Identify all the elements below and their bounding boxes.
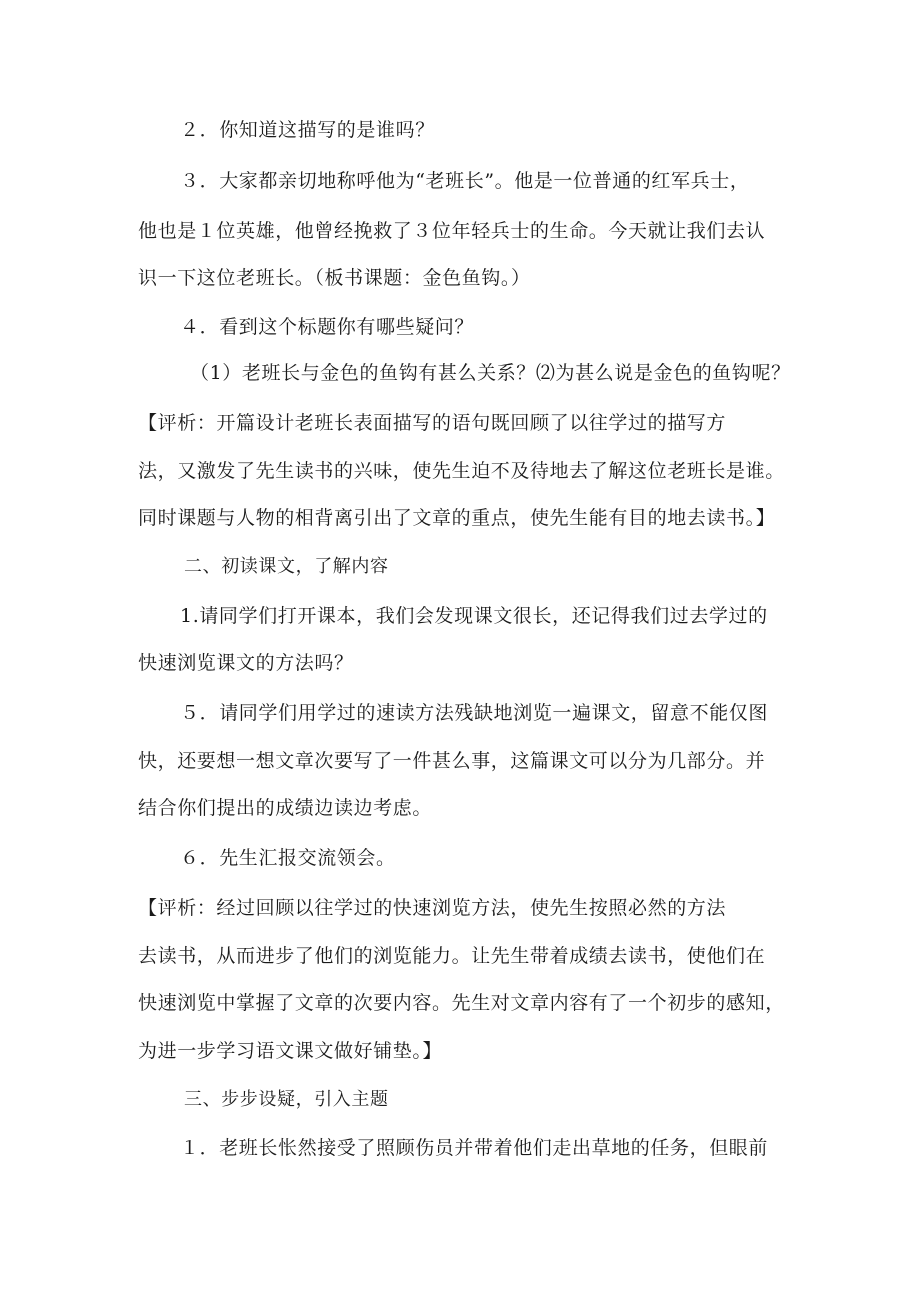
text-line: 【评析：经过回顾以往学过的快速浏览方法，使先生按照必然的方法 xyxy=(138,897,727,919)
text-line: 同时课题与人物的相背离引出了文章的重点，使先生能有目的地去读书。】 xyxy=(138,507,776,529)
text-line: ４．看到这个标题你有哪些疑问？ xyxy=(180,316,475,338)
text-line: １．老班长怅然接受了照顾伤员并带着他们走出草地的任务，但眼前 xyxy=(180,1137,769,1159)
text-line: 快，还要想一想文章次要写了一件甚么事，这篇课文可以分为几部分。并 xyxy=(138,750,766,772)
text-line: 【评析：开篇设计老班长表面描写的语句既回顾了以往学过的描写方 xyxy=(138,412,727,434)
text-line: ３．大家都亲切地称呼他为“老班长”。他是一位普通的红军兵士， xyxy=(180,170,750,192)
text-line: ５．请同学们用学过的速读方法残缺地浏览一遍课文，留意不能仅图 xyxy=(180,702,769,724)
section-heading: 三、步步设疑，引入主题 xyxy=(184,1089,389,1110)
text-line: 1.请同学们打开课本，我们会发现课文很长，还记得我们过去学过的 xyxy=(180,605,768,627)
text-line: 快速浏览中掌握了文章的次要内容。先生对文章内容有了一个初步的感知， xyxy=(138,992,785,1014)
text-line: 为进一步学习语文课文做好铺垫。】 xyxy=(138,1040,443,1062)
text-line: 去读书，从而进步了他们的浏览能力。让先生带着成绩去读书，使他们在 xyxy=(138,945,766,967)
text-line: 快速浏览课文的方法吗？ xyxy=(138,652,354,674)
text-line: ６．先生汇报交流领会。 xyxy=(180,847,396,869)
text-line: 法，又激发了先生读书的兴味，使先生迫不及待地去了解这位老班长是谁。 xyxy=(138,460,785,482)
text-line: 识一下这位老班长。（板书课题：金色鱼钩。） xyxy=(138,267,531,289)
text-line: 他也是１位英雄，他曾经挽救了３位年轻兵士的生命。今天就让我们去认 xyxy=(138,220,766,242)
text-line: ２．你知道这描写的是谁吗？ xyxy=(180,119,435,141)
text-line: （1）老班长与金色的鱼钩有甚么关系？⑵为甚么说是金色的鱼钩呢？ xyxy=(190,362,791,384)
text-line: 结合你们提出的成绩边读边考虑。 xyxy=(138,797,433,819)
section-heading: 二、初读课文，了解内容 xyxy=(184,556,389,577)
